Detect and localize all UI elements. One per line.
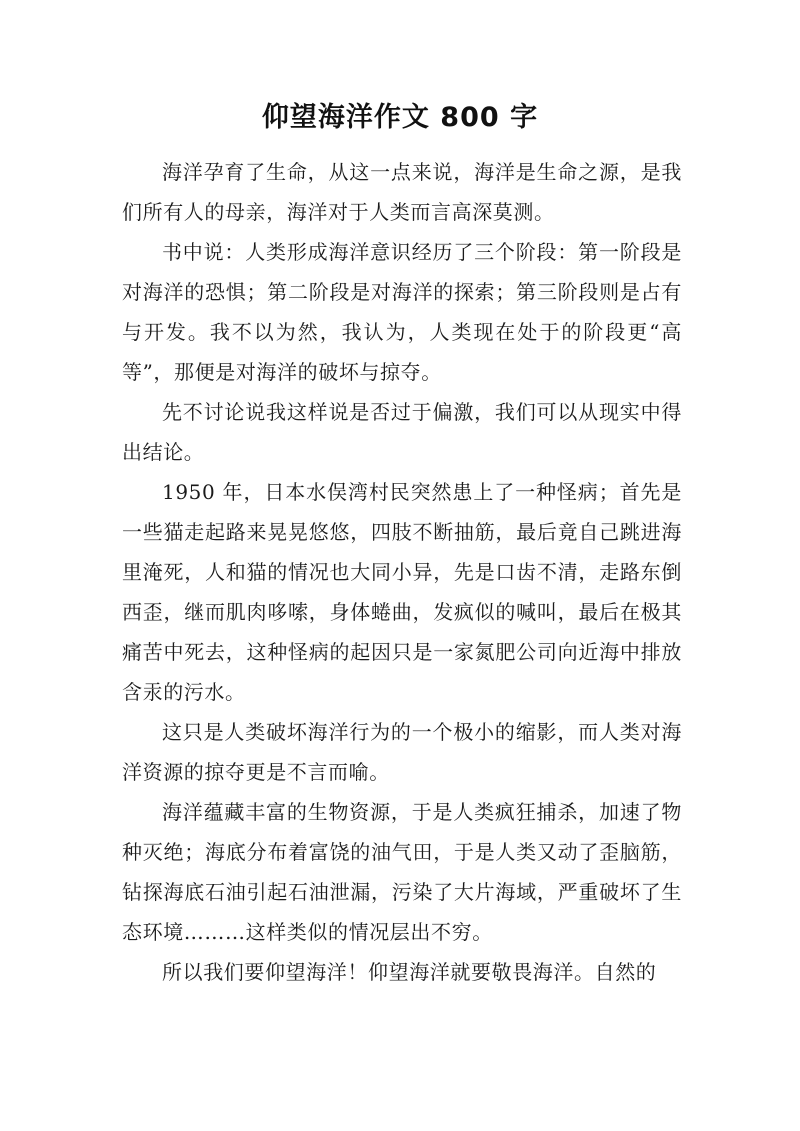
paragraph: 1950 年，日本水俣湾村民突然患上了一种怪病；首先是一些猫走起路来晃晃悠悠，四肢不断抽筋，最后竟自己跳进海里淹死，人和猫的情况也大同小异，先是口齿不清，走路东倒西歪，继而肌肉哆嗦，身体蜷曲，发疯似的喊叫，最后在极其痛苦中死去，这种怪病的起因只是一家氮肥公司向近海中排放含汞的污水。: [122, 480, 682, 704]
paragraph: 这只是人类破坏海洋行为的一个极小的缩影，而人类对海洋资源的掠夺更是不言而喻。: [122, 720, 682, 784]
paragraph: 海洋蕴藏丰富的生物资源，于是人类疯狂捕杀，加速了物种灭绝；海底分布着富饶的油气田，于是人类又动了歪脑筋，钻探海底石油引起石油泄漏，污染了大片海域，严重破坏了生态环境………这样类似的情况层出不穷。: [122, 800, 682, 944]
paragraph: 所以我们要仰望海洋！仰望海洋就要敬畏海洋。自然的: [162, 960, 657, 984]
paragraph: 海洋孕育了生命，从这一点来说，海洋是生命之源，是我们所有人的母亲，海洋对于人类而言高深莫测。: [122, 160, 682, 224]
document-title: 仰望海洋作文 800 字: [261, 102, 539, 133]
document-body: [122, 152, 682, 992]
paragraph: 书中说：人类形成海洋意识经历了三个阶段：第一阶段是对海洋的恐惧；第二阶段是对海洋的探索；第三阶段则是占有与开发。我不以为然，我认为，人类现在处于的阶段更“高等”，那便是对海洋的破坏与掠夺。: [122, 240, 682, 384]
paragraph: 先不讨论说我这样说是否过于偏激，我们可以从现实中得出结论。: [122, 400, 682, 464]
